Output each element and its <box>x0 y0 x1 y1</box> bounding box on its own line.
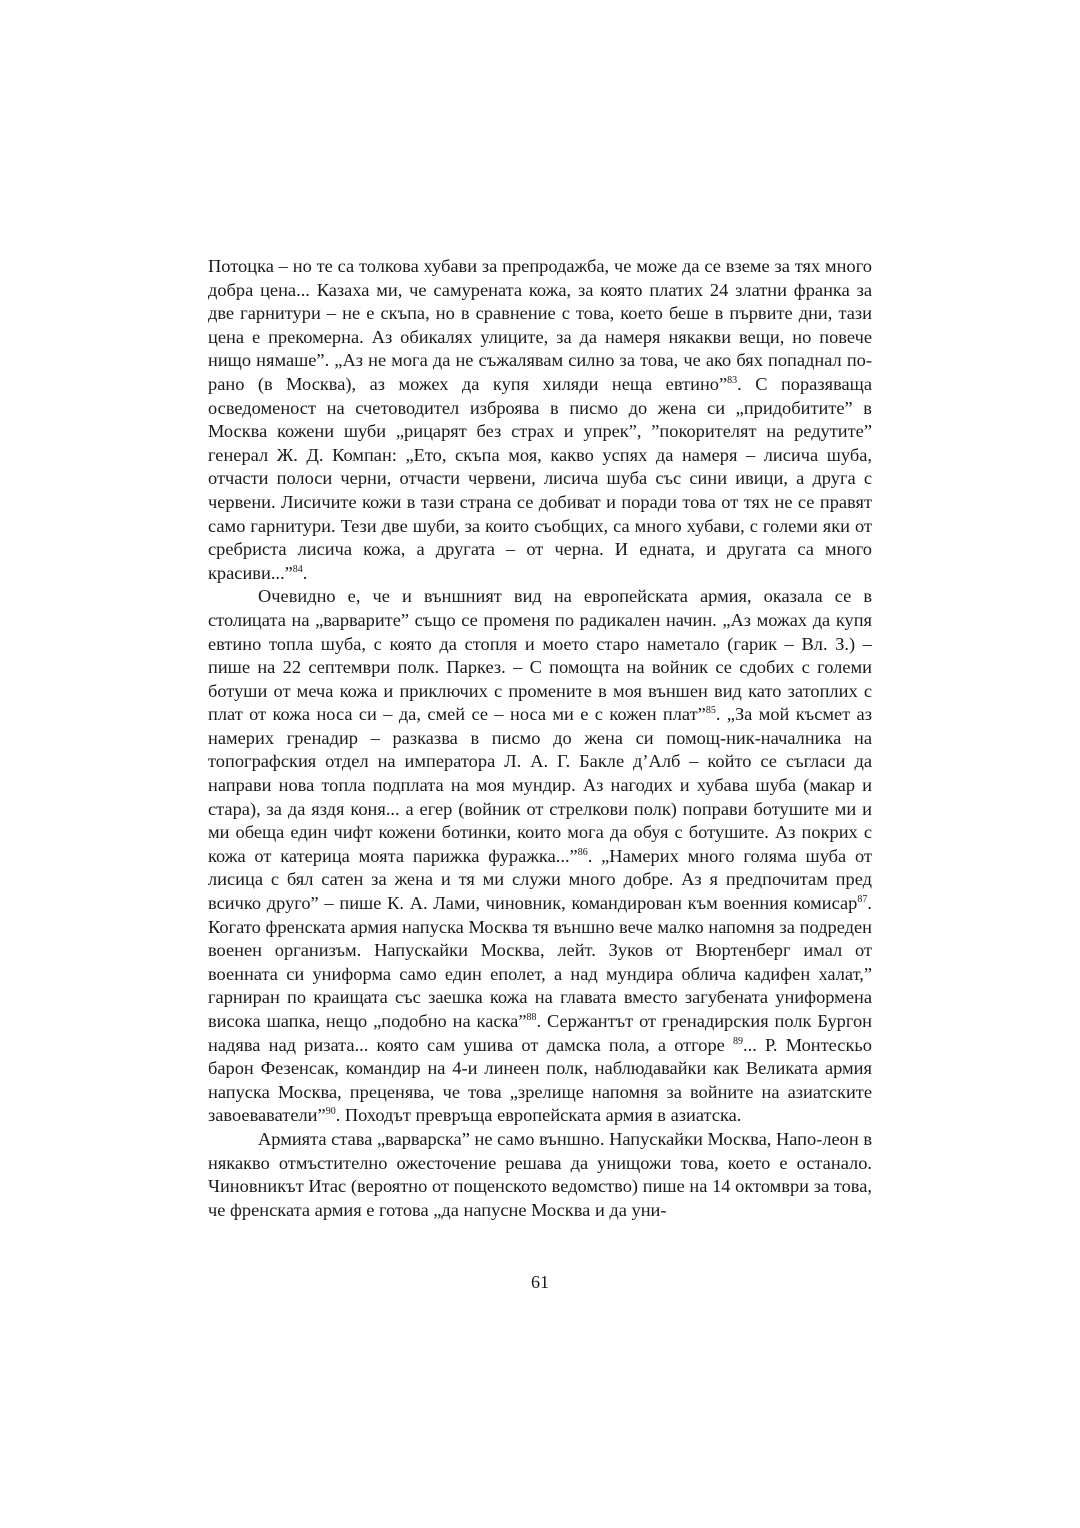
text-run: . Походът превръща европейската армия в азиатска. <box>335 1105 742 1126</box>
text-run: . Когато френската армия напуска Москва тя външно вече малко напомня за подреден военен организъм. Напускайки Москва, лейт. Зуков от Вюртенберг имал от военната си униформа само един еполет, а над мундира облича кадифен халат,” гарниран по краищата със заешка кожа на главата вместо загубената униформена висока шапка, нещо „подобно на каска” <box>208 893 872 1031</box>
footnote-marker: 84 <box>292 563 303 575</box>
text-run: . „Намерих много голяма шуба от лисица с бял сатен за жена и тя ми служи много добре. Аз я предпочитам пред всичко друго” – пише К. А. Лами, чиновник, командирован към военния комисар <box>208 845 872 914</box>
body-text <box>208 255 872 1222</box>
text-run: Потоцка – но те са толкова хубави за препродажба, че може да се вземе за тях много добра цена... Казаха ми, че самурената кожа, за която платих 24 златни франка за две гарнитури – не е скъпа, но в сравнение с това, което беше в първите дни, тази цена е прекомерна. Аз обикалях улиците, за да намеря някакви вещи, но повече нищо нямаше”. „Аз не мога да не съжалявам силно за това, че ако бях попаднал по-рано (в Москва), аз можех да купя хиляди неща евтино” <box>208 256 872 394</box>
text-run: ... Р. Монтескьо барон Фезенсак, командир на 4-и линеен полк, наблюдавайки как Великата армия напуска Москва, преценява, че това „зрелище напомня за войните на азиатските завоеваватели” <box>208 1034 872 1126</box>
footnote-marker: 90 <box>325 1106 336 1118</box>
footnote-marker: 85 <box>705 705 716 717</box>
text-run: . <box>302 562 308 583</box>
text-run: Армията става „варварска” не само външно. Напускайки Москва, Напо-леон в някакво отмъстително ожесточение решава да унищожи това, което е останало. Чиновникът Итас (вероятно от пощенското ведомство) пише на 14 октомври за това, че френската армия е готова „да напусне Москва и да уни- <box>208 1128 872 1220</box>
text-run: . С поразяваща осведоменост на счетоводител изброява в писмо до жена си „придобитите” в Москва кожени шуби „рицарят без страх и упрек”, ”покорителят на редутите” генерал Ж. Д. Компан: „Ето, скъпа моя, какво успях да намеря – лисича шуба, отчасти полоси черни, отчасти червени, лисича шуба със сини ивици, а друга с червени. Лисичите кожи в тази страна се добиват и поради това от тях не се правят само гарнитури. Тези две шуби, за които съобщих, са много хубави, с големи яки от сребриста лисича кожа, а другата – от черна. И едната, и другата са много красиви...” <box>208 373 872 583</box>
text-run: . „За мой късмет аз намерих гренадир – разказва в писмо до жена си помощ-ник-началника на топографския отдел на императора Л. А. Г. Бакле д’Алб – който се съгласи да направи нова топла подплата на моя мундир. Аз нагодих и хубава шуба (макар и стара), за да яздя коня... а егер (войник от стрелкови полк) поправи ботушите ми и ми обеща един чифт кожени ботинки, които мога да обуя с ботушите. Аз покрих с кожа от катерица моята парижка фуражка...” <box>208 704 872 866</box>
footnote-marker: 83 <box>727 374 738 386</box>
footnote-marker: 88 <box>526 1012 537 1023</box>
footnote-marker: 87 <box>857 894 868 906</box>
footnote-marker: 89 <box>733 1035 744 1047</box>
page-number: 61 <box>531 1272 549 1292</box>
text-run: Очевидно е, че и външният вид на европейската армия, оказала се в столицата на „варварите” също се променя по радикален начин. „Аз можах да купя евтино топла шуба, с която да стопля и моето старо наметало (гарик – Вл. З.) – пише на 22 септември полк. Паркез. – С помощта на войник се сдобих с големи ботуши от меча кожа и приключих с промените в моя външен вид като затоплих с плат от кожа носа си – да, смей се – носа ми е с кожен плат” <box>208 586 872 725</box>
footnote-marker: 86 <box>577 846 588 858</box>
paragraph <box>208 255 872 585</box>
paragraph <box>208 585 872 1128</box>
paragraph <box>208 1128 872 1222</box>
text-run: . Сержантът от гренадирския полк Бургон надява над ризата... която сам ушива от дамска пола, а отгоре <box>208 1011 872 1055</box>
